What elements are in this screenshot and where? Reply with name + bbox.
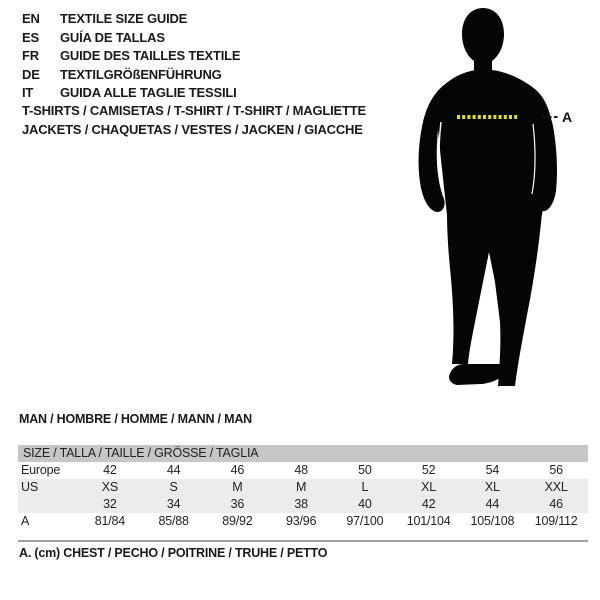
size-cell: 81/84 xyxy=(94,514,126,528)
size-cell: 97/100 xyxy=(346,514,384,528)
language-code: ES xyxy=(22,29,39,45)
row-label: A xyxy=(21,514,30,528)
size-cell: 42 xyxy=(421,497,436,511)
language-row xyxy=(22,29,240,48)
size-cell: L xyxy=(361,480,369,494)
language-label: TEXTILE SIZE GUIDE xyxy=(60,11,188,26)
size-cell: 56 xyxy=(549,463,563,477)
size-cell: 34 xyxy=(166,497,181,511)
size-cell: 101/104 xyxy=(406,514,451,528)
size-cell: 50 xyxy=(358,463,372,477)
size-cell: 46 xyxy=(230,463,245,477)
table-row xyxy=(18,479,588,496)
garment-type-list xyxy=(22,102,366,139)
garment-line: JACKETS / CHAQUETAS / VESTES / JACKEN / GIACCHE xyxy=(22,121,363,137)
size-cell: 36 xyxy=(230,497,245,511)
row-label: US xyxy=(21,480,38,494)
size-cell: 44 xyxy=(166,463,181,477)
size-table-body xyxy=(18,462,588,530)
size-cell: 48 xyxy=(294,463,308,477)
table-row xyxy=(18,496,588,513)
size-cell: M xyxy=(232,480,243,494)
measurement-footnote: A. (cm) CHEST / PECHO / POITRINE / TRUHE / PETTO xyxy=(19,546,328,560)
size-cell: 46 xyxy=(549,497,563,511)
man-silhouette-figure xyxy=(395,5,585,395)
language-label: TEXTILGRÖßENFÜHRUNG xyxy=(60,66,222,82)
size-cell: S xyxy=(169,480,178,494)
size-cell: 109/112 xyxy=(534,514,578,528)
table-row xyxy=(18,513,588,530)
language-row xyxy=(22,66,240,85)
size-cell: M xyxy=(296,480,307,494)
language-row xyxy=(22,47,240,66)
size-cell: 38 xyxy=(294,497,308,511)
language-code: EN xyxy=(22,11,40,26)
size-table-header: SIZE / TALLA / TAILLE / GRÖSSE / TAGLIA xyxy=(18,445,588,462)
language-row xyxy=(22,84,240,103)
size-cell: 52 xyxy=(421,463,436,477)
size-cell: 89/92 xyxy=(222,514,253,528)
language-label: GUÍA DE TALLAS xyxy=(60,29,165,45)
language-list xyxy=(22,10,240,103)
table-bottom-rule xyxy=(18,540,588,542)
language-label: GUIDE DES TAILLES TEXTILE xyxy=(60,48,241,63)
measure-label-a: A xyxy=(562,109,573,125)
size-cell: 44 xyxy=(485,497,500,511)
size-cell: XL xyxy=(484,480,500,494)
size-cell: XL xyxy=(421,480,437,494)
size-cell: XS xyxy=(101,480,119,494)
size-cell: 42 xyxy=(103,463,117,477)
size-cell: 85/88 xyxy=(158,514,189,528)
row-label: Europe xyxy=(21,463,61,477)
table-row xyxy=(18,462,588,479)
size-table-grid xyxy=(18,462,588,530)
garment-line: T-SHIRTS / CAMISETAS / T-SHIRT / T-SHIRT / MAGLIETTE xyxy=(22,103,366,118)
size-cell: 32 xyxy=(103,497,117,511)
size-cell: 105/108 xyxy=(470,514,515,528)
language-row xyxy=(22,10,240,29)
size-table xyxy=(18,445,588,542)
size-cell: XXL xyxy=(544,480,568,494)
language-label: GUIDA ALLE TAGLIE TESSILI xyxy=(60,85,237,100)
size-cell: 93/96 xyxy=(285,514,317,528)
size-cell: 54 xyxy=(485,463,500,477)
language-code: DE xyxy=(22,66,40,82)
man-silhouette xyxy=(419,8,557,386)
size-cell: 40 xyxy=(358,497,372,511)
section-title-man: MAN / HOMBRE / HOMME / MANN / MAN xyxy=(19,412,252,426)
language-code: IT xyxy=(22,85,34,100)
row-label xyxy=(18,496,78,513)
language-code: FR xyxy=(22,48,39,63)
